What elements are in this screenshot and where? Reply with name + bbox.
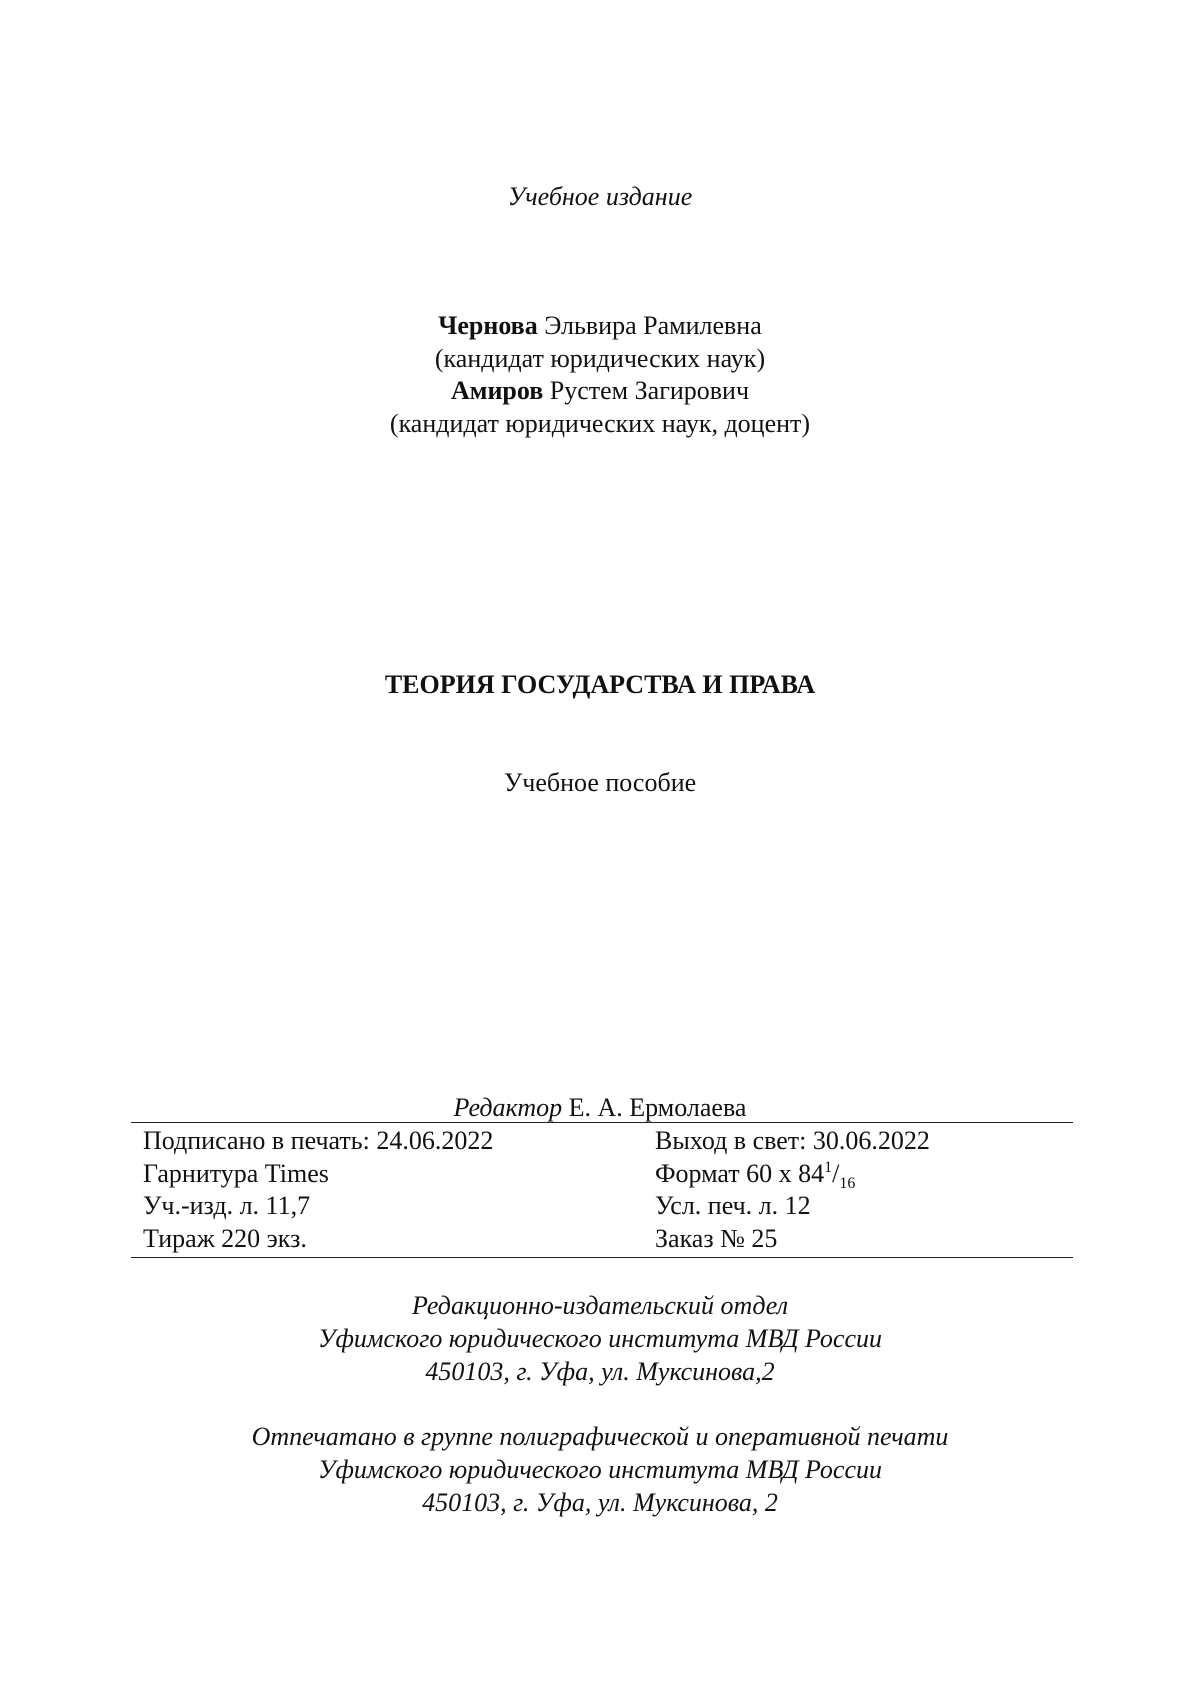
publisher-department: Редакционно-издательский отдел — [411, 1291, 789, 1320]
author-credentials: (кандидат юридических наук, доцент) — [389, 408, 811, 438]
format-separator: / — [832, 1158, 840, 1188]
imprint-table — [131, 1122, 1073, 1258]
printer-block — [0, 1420, 1200, 1519]
imprint-row — [131, 1158, 1073, 1191]
edition-label: Учебное издание — [507, 182, 693, 211]
imprint-row — [131, 1223, 1073, 1258]
printer-address: 450103, г. Уфа, ул. Муксинова, 2 — [422, 1488, 778, 1517]
publisher-sheets: Уч.-изд. л. 11,7 — [143, 1191, 311, 1220]
editor-name: Е. А. Ермолаева — [568, 1093, 747, 1122]
printer-line: Отпечатано в группе полиграфической и оперативной печати — [251, 1422, 949, 1451]
author-line — [0, 375, 1200, 408]
order-number: Заказ № 25 — [655, 1223, 778, 1253]
author-surname: Амиров — [450, 376, 544, 405]
author-given-names: Эльвира Рамилевна — [544, 311, 762, 340]
signed-for-print: Подписано в печать: 24.06.2022 — [143, 1126, 494, 1155]
author-credentials: (кандидат юридических наук) — [434, 343, 766, 373]
editor-role: Редактор — [453, 1093, 563, 1122]
editor-line — [0, 1091, 1200, 1124]
author-given-names: Рустем Загирович — [549, 376, 750, 405]
authors-block — [0, 310, 1200, 440]
release-date: Выход в свет: 30.06.2022 — [655, 1126, 930, 1155]
format-prefix: Формат 60 х 84 — [655, 1158, 825, 1188]
publisher-institute: Уфимского юридического института МВД России — [317, 1324, 883, 1353]
publisher-block — [0, 1289, 1200, 1388]
book-title: ТЕОРИЯ ГОСУДАРСТВА И ПРАВА — [384, 670, 816, 699]
author-line — [0, 310, 1200, 343]
typeface: Гарнитура Times — [143, 1158, 329, 1188]
format-numerator: 1 — [824, 1158, 833, 1176]
imprint-row — [131, 1123, 1073, 1158]
format-denominator: 16 — [839, 1174, 856, 1192]
publisher-address: 450103, г. Уфа, ул. Муксинова,2 — [425, 1357, 775, 1386]
imprint-row — [131, 1190, 1073, 1223]
author-surname: Чернова — [438, 311, 538, 340]
printer-institute: Уфимского юридического института МВД России — [317, 1455, 883, 1484]
book-type: Учебное пособие — [503, 768, 697, 797]
paper-format — [655, 1158, 1073, 1191]
printed-sheets: Усл. печ. л. 12 — [655, 1191, 811, 1220]
circulation: Тираж 220 экз. — [143, 1223, 307, 1253]
